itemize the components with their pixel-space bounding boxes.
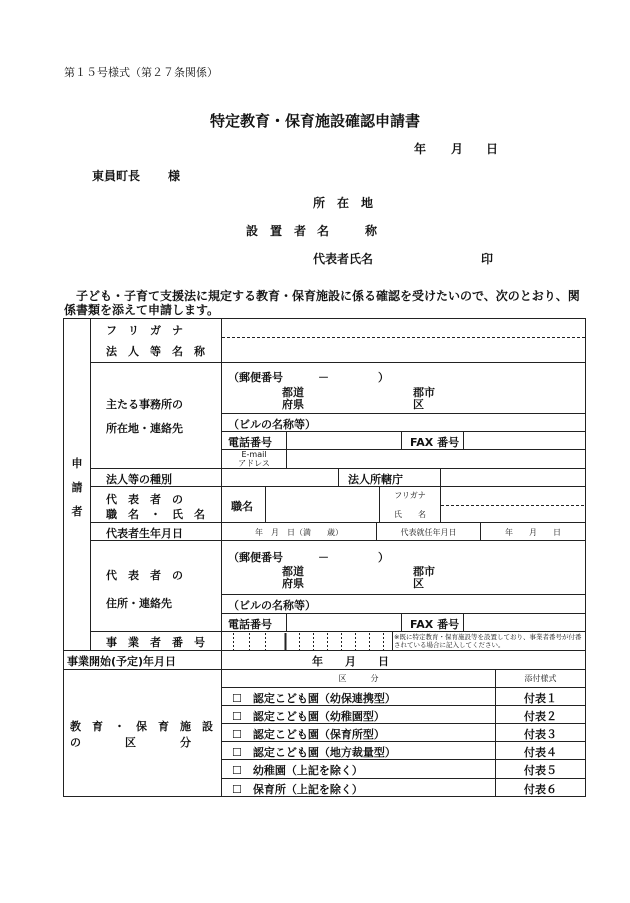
rep-fax-label: FAX 番号: [410, 618, 460, 631]
attachment-form: 付表３: [524, 728, 557, 741]
rep-addr-label-2: 住所・連絡先: [106, 597, 172, 610]
rep-addr-label-1: 代 表 者 の: [106, 569, 183, 582]
page-title: 特定教育・保育施設確認申請書: [209, 112, 420, 130]
rep-label-2: 職 名 ・ 氏 名: [106, 508, 205, 521]
office-label-1: 主たる事務所の: [106, 398, 183, 411]
facility-option[interactable]: ☐ 幼稚園（上記を除く）: [232, 764, 363, 777]
setup-label-b: 名: [317, 224, 330, 238]
corp-type-label: 法人等の種別: [106, 473, 172, 486]
applicant-label-3: 者: [71, 505, 83, 518]
rep-postal-label: （郵便番号: [228, 551, 283, 564]
rep-label-1: 代 表 者 の: [106, 493, 183, 506]
email-label-1: E-mail: [241, 450, 267, 459]
rep-pref-bottom: 府県: [282, 577, 304, 590]
business-number-label: 事 業 者 番 号: [106, 636, 205, 649]
attachment-form: 付表４: [524, 746, 557, 759]
rep-name-label: 代表者氏名: [313, 252, 374, 266]
rep-postal-close: ）: [378, 551, 389, 564]
form-number: 第１５号様式（第２７条関係）: [64, 66, 218, 79]
tenure-date-value: 年 月 日: [505, 528, 561, 537]
tenure-date-label: 代表就任年月日: [400, 528, 457, 537]
addressee: 東員町長: [92, 169, 141, 183]
attachment-form: 付表６: [524, 783, 557, 796]
rep-pref-top: 都道: [282, 565, 304, 578]
rep-phone-label: 電話番号: [228, 618, 272, 631]
phone-label: 電話番号: [228, 436, 272, 449]
corp-name-label: 法 人 等 名 称: [106, 345, 205, 358]
attachment-form: 付表２: [524, 710, 557, 723]
postal-close: ）: [378, 371, 389, 384]
date-day: 日: [486, 142, 499, 156]
building-label: （ビルの名称等）: [228, 418, 316, 431]
city-label-bottom: 区: [413, 398, 424, 411]
business-number-boxes: [234, 633, 384, 650]
city-label-top: 郡市: [413, 386, 435, 399]
job-title-label: 職名: [231, 500, 253, 513]
furigana-small-label: フリガナ: [394, 491, 426, 500]
facility-option[interactable]: ☐ 保育所（上記を除く）: [232, 783, 363, 796]
pref-label-top: 都道: [282, 386, 304, 399]
furigana-label: フ リ ガ ナ: [106, 324, 183, 337]
postal-dash: －: [318, 371, 329, 384]
rep-postal-dash: －: [318, 551, 329, 564]
date-month: 月: [451, 142, 464, 156]
postal-label: （郵便番号: [228, 371, 283, 384]
facility-option[interactable]: ☐ 認定こども園（幼稚園型）: [232, 710, 385, 723]
email-label-2: アドレス: [238, 459, 270, 468]
setup-label-a: 設 置 者: [246, 224, 307, 238]
business-number-note: ※既に特定教育・保育施設等を設置しており、事業者番号が付番されている場合に記入してください。: [394, 633, 582, 649]
fax-label: FAX 番号: [410, 436, 460, 449]
location-label: 所 在 地: [313, 196, 374, 210]
birth-date-label: 代表者生年月日: [106, 527, 183, 540]
category-header: 区 分: [338, 674, 379, 683]
rep-building-label: （ビルの名称等）: [228, 599, 316, 612]
authority-label: 法人所轄庁: [348, 473, 403, 486]
attachment-header: 添付様式: [524, 674, 557, 683]
seal-mark: 印: [481, 252, 494, 266]
intro-text: 子ども・子育て支援法に規定する教育・保育施設に係る確認を受けたいので、次のとおり、関係書類を添えて申請します。: [64, 289, 580, 317]
start-date-value: 年 月 日: [312, 655, 389, 668]
facility-label-2: の 区 分: [70, 736, 191, 749]
addressee-honorific: 様: [168, 169, 181, 183]
rep-city-top: 郡市: [413, 565, 435, 578]
attachment-form: 付表１: [524, 692, 557, 705]
facility-label-1: 教 育 ・ 保 育 施 設: [70, 720, 213, 733]
office-label-2: 所在地・連絡先: [106, 422, 183, 435]
birth-date-value: 年 月 日（満 歳）: [255, 528, 343, 537]
applicant-label-2: 請: [71, 481, 83, 494]
facility-option[interactable]: ☐ 認定こども園（幼保連携型）: [232, 692, 396, 705]
attachment-form: 付表５: [524, 764, 557, 777]
facility-option[interactable]: ☐ 認定こども園（保育所型）: [232, 728, 385, 741]
name-small-label: 氏 名: [394, 510, 426, 519]
start-date-label: 事業開始(予定)年月日: [67, 655, 177, 668]
facility-option[interactable]: ☐ 認定こども園（地方裁量型）: [232, 746, 396, 759]
applicant-label-1: 申: [71, 457, 83, 470]
pref-label-bottom: 府県: [282, 398, 304, 411]
setup-label-c: 称: [365, 224, 378, 238]
date-year: 年: [414, 142, 427, 156]
rep-city-bottom: 区: [413, 577, 424, 590]
